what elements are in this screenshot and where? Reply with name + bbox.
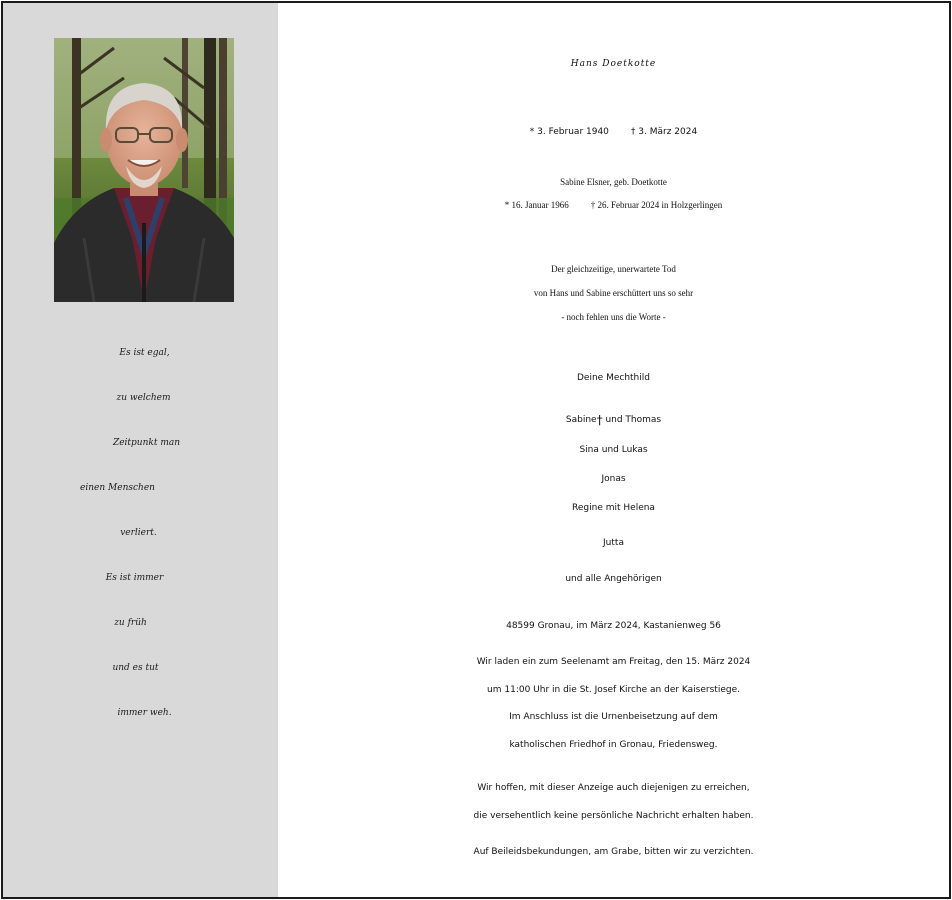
quote-line: einen Menschen <box>80 483 155 493</box>
family-member: Jonas <box>601 474 626 484</box>
family-children <box>278 415 949 429</box>
intro-line: Der gleichzeitige, unerwartete Tod <box>551 264 676 274</box>
birth-date: * 3. Februar 1940 <box>529 127 609 137</box>
family-thomas: und Thomas <box>605 415 662 425</box>
service-line: katholischen Friedhof in Gronau, Friedensweg. <box>509 740 718 750</box>
family-others: und alle Angehörigen <box>565 574 662 584</box>
family-wife: Deine Mechthild <box>577 373 650 383</box>
closing-line: Auf Beileidsbekundungen, am Grabe, bitten wir zu verzichten. <box>473 847 754 857</box>
quote-line: zu früh <box>114 618 147 628</box>
service-line: um 11:00 Uhr in die St. Josef Kirche an der Kaiserstiege. <box>487 685 740 695</box>
family-member: Sina und Lukas <box>579 445 648 455</box>
address-line: 48599 Gronau, im März 2024, Kastanienweg 56 <box>506 621 721 631</box>
intro-line: - noch fehlen uns die Worte - <box>561 312 666 322</box>
sidebar <box>3 3 278 897</box>
second-deceased-name: Sabine Elsner, geb. Doetkotte <box>560 177 667 187</box>
family-member: Jutta <box>603 538 624 548</box>
intro-line: von Hans und Sabine erschüttert uns so sehr <box>533 288 694 298</box>
memorial-quote <box>3 331 278 736</box>
quote-line: Zeitpunkt man <box>112 438 181 448</box>
dagger-icon: † <box>596 413 603 427</box>
death-date: † 3. März 2024 <box>630 127 698 137</box>
family-sabine: Sabine <box>565 415 597 425</box>
second-birth-date: * 16. Januar 1966 <box>504 200 569 210</box>
portrait-photo <box>54 38 234 302</box>
quote-line: immer weh. <box>117 708 172 718</box>
quote-line: und es tut <box>112 663 159 673</box>
obituary-text <box>278 3 949 897</box>
quote-line: verliert. <box>120 528 157 538</box>
life-dates <box>278 127 949 137</box>
family-member: Regine mit Helena <box>572 503 655 513</box>
deceased-name: Hans Doetkotte <box>570 59 657 69</box>
service-line: Im Anschluss ist die Urnenbeisetzung auf dem <box>509 712 718 722</box>
reach-line: die versehentlich keine persönliche Nachricht erhalten haben. <box>473 811 754 821</box>
second-deceased-dates <box>278 200 949 210</box>
reach-line: Wir hoffen, mit dieser Anzeige auch diejenigen zu erreichen, <box>477 783 750 793</box>
second-death-date: † 26. Februar 2024 in Holzgerlingen <box>590 200 723 210</box>
quote-line: Es ist egal, <box>119 348 170 358</box>
quote-line: zu welchem <box>116 393 171 403</box>
service-line: Wir laden ein zum Seelenamt am Freitag, den 15. März 2024 <box>476 657 751 667</box>
obituary-card <box>1 1 951 899</box>
quote-line: Es ist immer <box>105 573 164 583</box>
